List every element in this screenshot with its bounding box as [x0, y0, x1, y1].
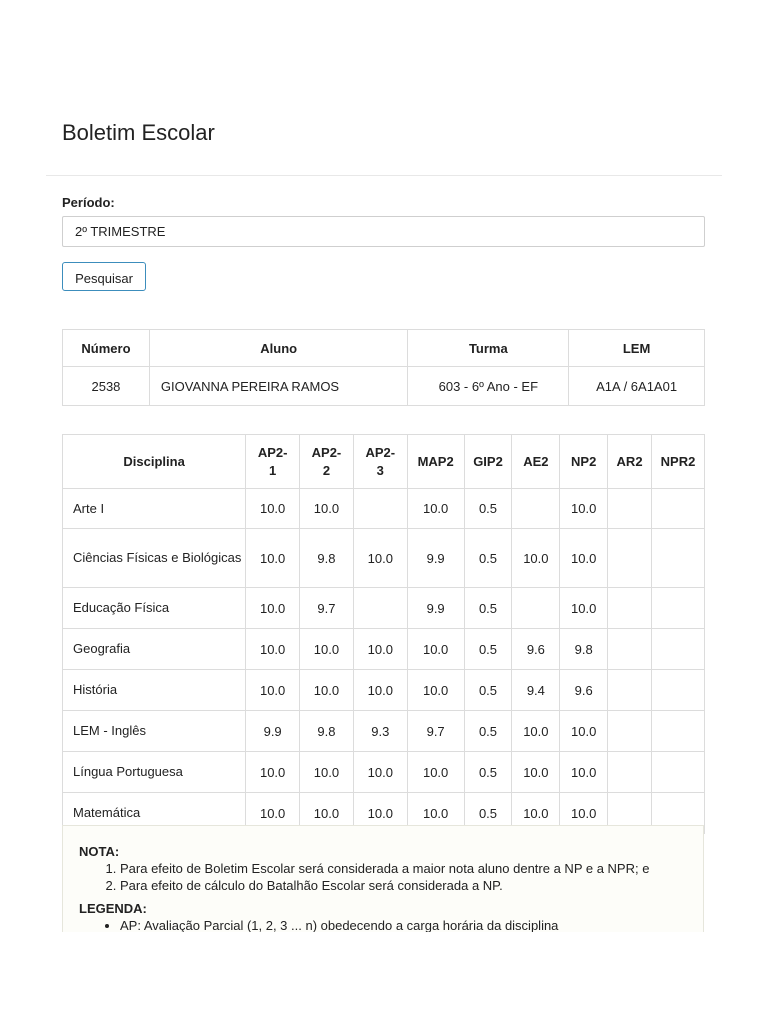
- column-header: AE2: [512, 435, 560, 489]
- table-row: [63, 711, 705, 752]
- grade-cell: 10.0: [560, 529, 608, 588]
- column-header: AR2: [608, 435, 652, 489]
- grade-cell: 10.0: [246, 629, 300, 670]
- page-title: Boletim Escolar: [62, 120, 215, 145]
- grade-cell: 9.9: [246, 711, 300, 752]
- grade-cell: 0.5: [464, 670, 512, 711]
- grade-cell: 10.0: [407, 629, 464, 670]
- grade-cell: [512, 588, 560, 629]
- grade-cell: [608, 588, 652, 629]
- legenda-item: • AP: Avaliação Parcial (1, 2, 3 ... n) obedecendo a carga horária da disciplina: [120, 917, 703, 932]
- subject-cell: Geografia: [63, 629, 246, 670]
- subject-cell: Língua Portuguesa: [63, 752, 246, 793]
- column-header: GIP2: [464, 435, 512, 489]
- grade-cell: [353, 588, 407, 629]
- grade-cell: 0.5: [464, 629, 512, 670]
- table-row: [63, 529, 705, 588]
- grade-cell: 0.5: [464, 489, 512, 529]
- student-table: [62, 329, 705, 406]
- search-button[interactable]: Pesquisar: [62, 262, 146, 291]
- column-header: AP2- 1: [246, 435, 300, 489]
- grade-cell: [512, 489, 560, 529]
- grades-table-header-row: [63, 435, 705, 489]
- grade-cell: [652, 752, 705, 793]
- column-header: Aluno: [149, 330, 408, 367]
- grade-cell: 10.0: [407, 670, 464, 711]
- grade-cell: [652, 670, 705, 711]
- subject-cell: Matemática: [63, 793, 246, 834]
- grade-cell: 10.0: [560, 711, 608, 752]
- column-header: Número: [63, 330, 150, 367]
- grade-cell: 10.0: [300, 670, 354, 711]
- period-select[interactable]: 2º TRIMESTRE: [62, 216, 705, 247]
- grade-cell: 9.7: [407, 711, 464, 752]
- grade-cell: 0.5: [464, 752, 512, 793]
- grade-cell: [353, 489, 407, 529]
- column-header: NP2: [560, 435, 608, 489]
- column-header: AP2- 3: [353, 435, 407, 489]
- grade-cell: 9.9: [407, 588, 464, 629]
- nota-item: 2. Para efeito de cálculo do Batalhão Escolar será considerada a NP.: [120, 877, 703, 894]
- grade-cell: 9.8: [300, 711, 354, 752]
- grade-cell: [608, 489, 652, 529]
- grade-cell: 10.0: [246, 529, 300, 588]
- grade-cell: 10.0: [353, 793, 407, 834]
- grade-cell: 10.0: [246, 752, 300, 793]
- grade-cell: 9.6: [512, 629, 560, 670]
- grade-cell: 10.0: [353, 670, 407, 711]
- grade-cell: [652, 711, 705, 752]
- grade-cell: 10.0: [560, 793, 608, 834]
- grade-cell: 9.6: [560, 670, 608, 711]
- grade-cell: 0.5: [464, 793, 512, 834]
- subject-cell: Educação Física: [63, 588, 246, 629]
- grade-cell: 10.0: [560, 588, 608, 629]
- column-header: NPR2: [652, 435, 705, 489]
- grade-cell: [652, 489, 705, 529]
- grade-cell: 9.7: [300, 588, 354, 629]
- table-row: [63, 670, 705, 711]
- table-row: [63, 588, 705, 629]
- grade-cell: 10.0: [300, 752, 354, 793]
- grade-cell: 10.0: [512, 793, 560, 834]
- column-header: LEM: [569, 330, 705, 367]
- grade-cell: [652, 629, 705, 670]
- grade-cell: 10.0: [300, 629, 354, 670]
- grade-cell: 10.0: [407, 793, 464, 834]
- grade-cell: 10.0: [407, 752, 464, 793]
- grade-cell: 10.0: [512, 529, 560, 588]
- student-lem: A1A / 6A1A01: [569, 367, 705, 406]
- grade-cell: 10.0: [560, 489, 608, 529]
- grade-cell: 10.0: [512, 752, 560, 793]
- notes-panel: [62, 825, 704, 932]
- student-row: [63, 367, 705, 406]
- grade-cell: [608, 711, 652, 752]
- grade-cell: [652, 529, 705, 588]
- grade-cell: 10.0: [512, 711, 560, 752]
- grade-cell: 10.0: [560, 752, 608, 793]
- column-header: AP2- 2: [300, 435, 354, 489]
- grade-cell: 0.5: [464, 711, 512, 752]
- grade-cell: 0.5: [464, 588, 512, 629]
- subject-cell: Ciências Físicas e Biológicas: [63, 529, 246, 588]
- grade-cell: 10.0: [353, 529, 407, 588]
- grade-cell: [652, 588, 705, 629]
- table-row: [63, 752, 705, 793]
- table-row: [63, 629, 705, 670]
- grade-cell: [608, 670, 652, 711]
- student-number: 2538: [63, 367, 150, 406]
- subject-cell: LEM - Inglês: [63, 711, 246, 752]
- grade-cell: 10.0: [246, 670, 300, 711]
- grade-cell: 9.8: [300, 529, 354, 588]
- grade-cell: 9.9: [407, 529, 464, 588]
- grade-cell: 10.0: [300, 793, 354, 834]
- student-name: GIOVANNA PEREIRA RAMOS: [149, 367, 408, 406]
- subject-cell: Arte I: [63, 489, 246, 529]
- nota-list: [79, 860, 703, 894]
- student-class: 603 - 6º Ano - EF: [408, 367, 569, 406]
- period-label: Período:: [62, 195, 115, 210]
- header-divider: [46, 175, 722, 176]
- grade-cell: 10.0: [353, 629, 407, 670]
- grade-cell: 10.0: [246, 588, 300, 629]
- grade-cell: 10.0: [353, 752, 407, 793]
- grade-cell: 9.4: [512, 670, 560, 711]
- subject-cell: História: [63, 670, 246, 711]
- grades-table: [62, 434, 705, 834]
- column-header: Turma: [408, 330, 569, 367]
- grades-table-body: [63, 489, 705, 834]
- column-header: Disciplina: [63, 435, 246, 489]
- grade-cell: [608, 629, 652, 670]
- grade-cell: [608, 529, 652, 588]
- legenda-title: LEGENDA:: [79, 901, 147, 916]
- column-header: MAP2: [407, 435, 464, 489]
- nota-item: 1. Para efeito de Boletim Escolar será considerada a maior nota aluno dentre a NP e a NPR; e: [120, 860, 703, 877]
- grade-cell: 10.0: [246, 793, 300, 834]
- student-table-header-row: [63, 330, 705, 367]
- nota-title: NOTA:: [79, 844, 120, 859]
- grade-cell: 10.0: [300, 489, 354, 529]
- grade-cell: 10.0: [407, 489, 464, 529]
- grade-cell: 9.3: [353, 711, 407, 752]
- grade-cell: 10.0: [246, 489, 300, 529]
- grade-cell: [608, 752, 652, 793]
- legenda-list: [79, 917, 703, 932]
- grade-cell: 0.5: [464, 529, 512, 588]
- table-row: [63, 489, 705, 529]
- grade-cell: 9.8: [560, 629, 608, 670]
